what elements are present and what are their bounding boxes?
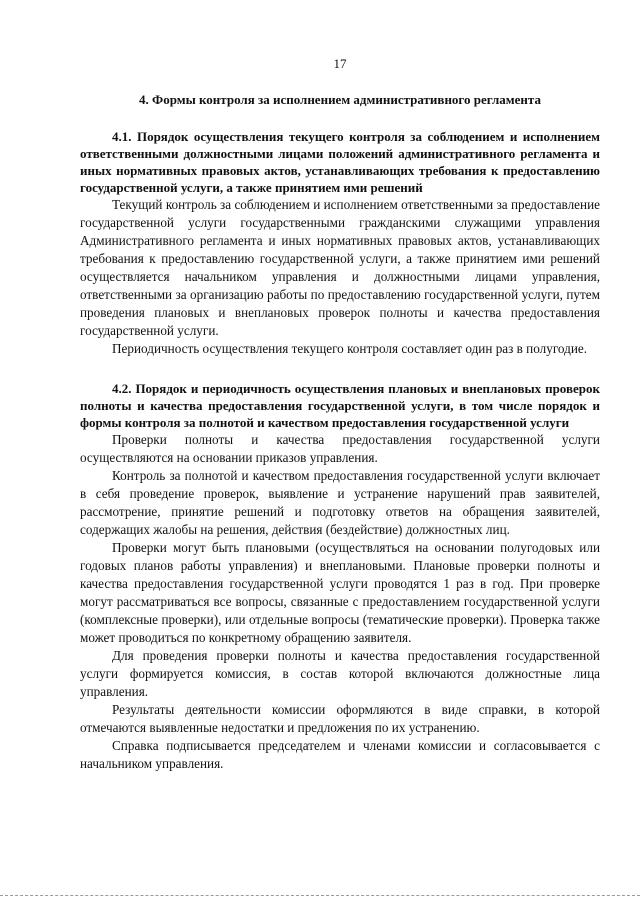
paragraph: Проверки полноты и качества предоставления государственной услуги осуществляются на основании приказов управления. xyxy=(80,432,600,465)
paragraph: Текущий контроль за соблюдением и исполнением ответственными за предоставление государственной услуги государственными гражданскими служащими управления Административного регламента и иных нормативных правовых актов, устанавливающих требования к предоставлению государственной услуги, а также принятием ими решений осуществляется начальником управления и должностными лицами управления, ответственными за организацию работы по предоставлению государственной услуги, путем проведения плановых и внеплановых проверок полноты и качества предоставления государственной услуги. xyxy=(80,197,600,338)
paragraph: Периодичность осуществления текущего контроля составляет один раз в полугодие. xyxy=(112,341,588,356)
subsection-heading-4-1: 4.1. Порядок осуществления текущего контроля за соблюдением и исполнением ответственными должностными лицами положений административного регламента и иных нормативных правовых актов, устанавливающих требования к предоставлению государственной услуги, а также принятием ими решений xyxy=(80,129,600,195)
page-number: 17 xyxy=(333,56,347,71)
paragraph: Справка подписывается председателем и членами комиссии и согласовывается с начальником управления. xyxy=(80,738,600,771)
paragraph: Для проведения проверки полноты и качества предоставления государственной услуги формируется комиссия, в состав которой включаются должностные лица управления. xyxy=(80,648,600,699)
paragraph: Контроль за полнотой и качеством предоставления государственной услуги включает в себя проведение проверок, выявление и устранение нарушений прав заявителей, рассмотрение, принятие решений и подготовку ответов на обращения заявителей, содержащих жалобы на решения, действия (бездействие) должностных лиц. xyxy=(80,468,600,537)
section-title: 4. Формы контроля за исполнением административного регламента xyxy=(139,92,541,107)
section-gap xyxy=(80,358,600,380)
paragraph: Проверки могут быть плановыми (осуществляться на основании полугодовых или годовых планов работы управления) и внеплановыми. Плановые проверки полноты и качества предоставления государственной услуги проводятся 1 раз в год. При проверке могут рассматриваться все вопросы, связанные с предоставлением государственной услуги (комплексные проверки), или отдельные вопросы (тематические проверки). Проверка также может проводиться по конкретному обращению заявителя. xyxy=(80,540,600,645)
scan-edge-line xyxy=(0,895,640,896)
document-page xyxy=(80,56,600,773)
subsection-heading-4-2: 4.2. Порядок и периодичность осуществления плановых и внеплановых проверок полноты и качества предоставления государственной услуги, в том числе порядок и формы контроля за полнотой и качеством предоставления государственной услуги xyxy=(80,381,600,430)
paragraph: Результаты деятельности комиссии оформляются в виде справки, в которой отмечаются выявленные недостатки и предложения по их устранению. xyxy=(80,702,600,735)
